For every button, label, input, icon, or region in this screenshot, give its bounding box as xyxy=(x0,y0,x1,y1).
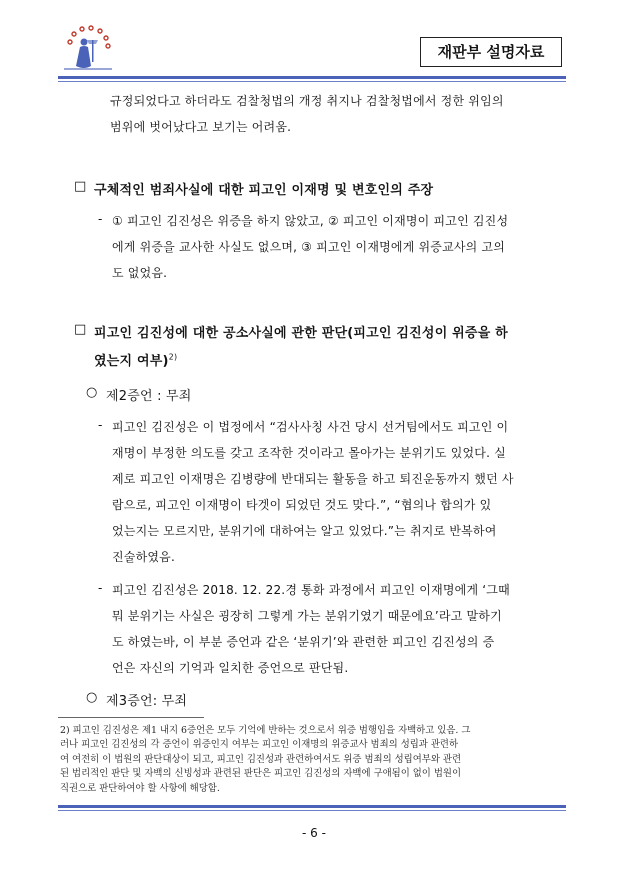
paragraph-line: 람으로, 피고인 이재명이 타겟이 되었던 것도 맞다.”, “협의나 합의가 있 xyxy=(112,498,492,512)
document-title: 재판부 설명자료 xyxy=(420,37,562,67)
section-heading-cont xyxy=(94,350,177,369)
paragraph-line: 언은 자신의 기억과 일치한 증언으로 판단됨. xyxy=(112,661,349,675)
paragraph-line: 도 하였는바, 이 부분 증언과 같은 ‘분위기’와 관련한 피고인 김진성의 증 xyxy=(112,635,495,649)
section-heading: 피고인 김진성에 대한 공소사실에 관한 판단(피고인 김진성이 위증을 하 xyxy=(94,326,508,341)
footer-rule xyxy=(58,805,566,808)
subsection-label: 제3증언: 무죄 xyxy=(106,694,188,709)
footnote-line: 직권으로 판단하여야 할 사항에 해당함. xyxy=(60,782,220,794)
section-marker: □ xyxy=(74,179,87,194)
paragraph-line: 진술하였음. xyxy=(112,550,175,564)
dash-marker: - xyxy=(98,581,103,595)
footer-rule-thin xyxy=(58,810,566,811)
paragraph-line: 에게 위증을 교사한 사실도 없으며, ③ 피고인 이재명에게 위증교사의 고의 xyxy=(112,240,506,254)
dash-marker: - xyxy=(98,418,103,432)
paragraph-line: ① 피고인 김진성은 위증을 하지 않았고, ② 피고인 이재명이 피고인 김진성 xyxy=(112,214,509,228)
subsection-marker: ○ xyxy=(86,385,98,400)
header-rule-thin xyxy=(58,81,566,82)
section-marker: □ xyxy=(74,322,87,337)
footnote-text: 피고인 김진성은 제1 내지 6증언은 모두 기억에 반하는 것으로서 위증 범행임을 자백하고 있음. 그 xyxy=(72,725,471,736)
footnote-line: 된 법리적인 판단 및 자백의 신빙성과 관련된 판단은 피고인 김진성의 자백에 구애됨이 없이 법원이 xyxy=(60,768,461,780)
continuation-line: 규정되었다고 하더라도 검찰청법의 개정 취지나 검찰청법에서 정한 위임의 xyxy=(110,94,504,108)
paragraph-line: 도 없었음. xyxy=(112,266,168,280)
footnote-ref: 2) xyxy=(168,352,178,362)
continuation-line: 범위에 벗어났다고 보기는 어려움. xyxy=(110,120,292,134)
subsection-label: 제2증언 : 무죄 xyxy=(106,389,192,404)
paragraph-line: 피고인 김진성은 이 법정에서 “검사사칭 사건 당시 선거팀에서도 피고인 이 xyxy=(112,420,509,434)
paragraph-line: 었는지는 모르지만, 분위기에 대하여는 알고 있었다.”는 취지로 반복하여 xyxy=(112,524,497,538)
footnote xyxy=(60,724,568,796)
paragraph-line: 뭐 분위기는 사실은 굉장히 그렇게 가는 분위기였기 때문에요’라고 말하기 xyxy=(112,609,502,623)
subsection-marker: ○ xyxy=(86,690,98,705)
footnote-line: 러나 피고인 김진성의 각 증언이 위증인지 여부는 피고인 이재명의 위증교사 범죄의 성립과 관련하 xyxy=(60,739,459,751)
footnote-separator xyxy=(58,717,204,718)
paragraph-line: 재명이 부정한 의도를 갖고 조작한 것이라고 몰아가는 분위기도 있었다. 실 xyxy=(112,446,506,460)
paragraph-line: 제로 피고인 이재명은 김병량에 반대되는 활동을 하고 퇴진운동까지 했던 사 xyxy=(112,472,514,486)
footnote-line xyxy=(60,724,568,738)
paragraph-line: 피고인 김진성은 2018. 12. 22.경 통화 과정에서 피고인 이재명에게 ‘그때 xyxy=(112,583,510,597)
header-rule xyxy=(58,76,566,79)
section-heading-text: 였는지 여부) xyxy=(94,354,169,369)
page-number: - 6 - xyxy=(302,826,326,840)
dash-marker: - xyxy=(98,212,103,226)
footnote-number: 2) xyxy=(60,725,70,736)
footnote-line: 여 여전히 이 법원의 판단대상이 되고, 피고인 김진성과 관련하여서도 위증 범죄의 성립여부와 관련 xyxy=(60,753,461,765)
section-heading: 구체적인 범죄사실에 대한 피고인 이재명 및 변호인의 주장 xyxy=(94,183,434,198)
court-emblem-icon xyxy=(58,20,118,76)
